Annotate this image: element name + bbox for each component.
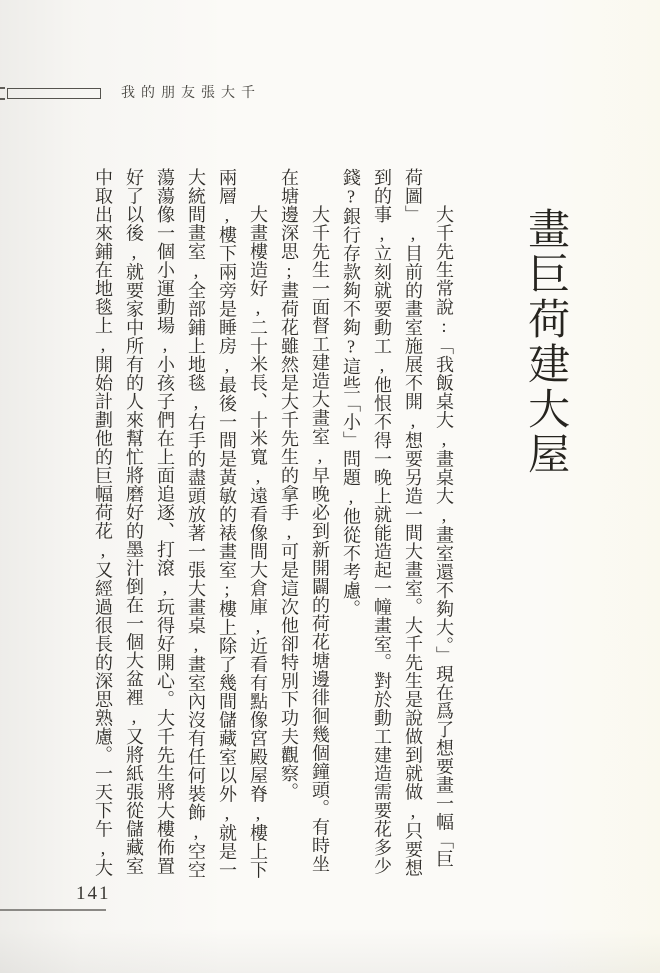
text-column: 在塘邊深思;畫荷花雖然是大千先生的拿手,可是這次他卻特別下功夫觀察。 bbox=[279, 168, 299, 801]
page-number: 141 bbox=[76, 883, 111, 904]
header-box bbox=[7, 88, 101, 99]
text-column: 好了以後,就要家中所有的人來幫忙將磨好的墨汁倒在一個大盆裡,又將紙張從儲藏室 bbox=[124, 168, 144, 875]
text-column: 大千先生常說:「我飯桌大,畫桌大,畫室還不夠大。」現在爲了想要畫一幅「巨 bbox=[434, 205, 454, 868]
text-column: 兩層,樓下兩旁是睡房,最後一間是黃敏的裱畫室;樓上除了幾間儲藏室以外,就是一 bbox=[217, 168, 237, 879]
text-column: 大畫樓造好,二十米長、十米寬,遠看像間大倉庫,近看有點像宮殿屋脊,樓上下 bbox=[248, 205, 268, 879]
text-column: 中取出來鋪在地毯上,開始計劃他的巨幅荷花,又經過很長的深思熟慮。一天下午,大 bbox=[93, 168, 113, 877]
text-column: 大統間畫室,全部鋪上地毯,右手的盡頭放著一張大畫桌,畫室內沒有任何裝飾,空空 bbox=[186, 168, 206, 879]
text-column: 錢?銀行存款夠不夠?這些「小」問題,他從不考慮。 bbox=[341, 168, 361, 618]
chapter-title: 畫巨荷建大屋 bbox=[522, 207, 569, 477]
text-column: 荷圖」,目前的畫室施展不開,想要另造一間大畫室。大千先生是說做到就做,只要想 bbox=[403, 168, 423, 877]
scan-edge-mark bbox=[0, 87, 5, 100]
text-column: 大千先生一面督工建造大畫室,早晚必到新開闢的荷花塘邊徘徊幾個鐘頭。有時坐 bbox=[310, 205, 330, 873]
text-column: 到的事,立刻就要動工,他恨不得一晚上就能造起一幢畫室。對於動工建造需要花多少 bbox=[372, 168, 392, 875]
running-header-title: 我的朋友張大千 bbox=[121, 86, 261, 101]
body-text bbox=[86, 168, 459, 879]
text-column: 蕩蕩像一個小運動場,小孩子們在上面追逐、打滾,玩得好開心。大千先生將大樓佈置 bbox=[155, 168, 175, 875]
footer-rule bbox=[0, 909, 106, 911]
